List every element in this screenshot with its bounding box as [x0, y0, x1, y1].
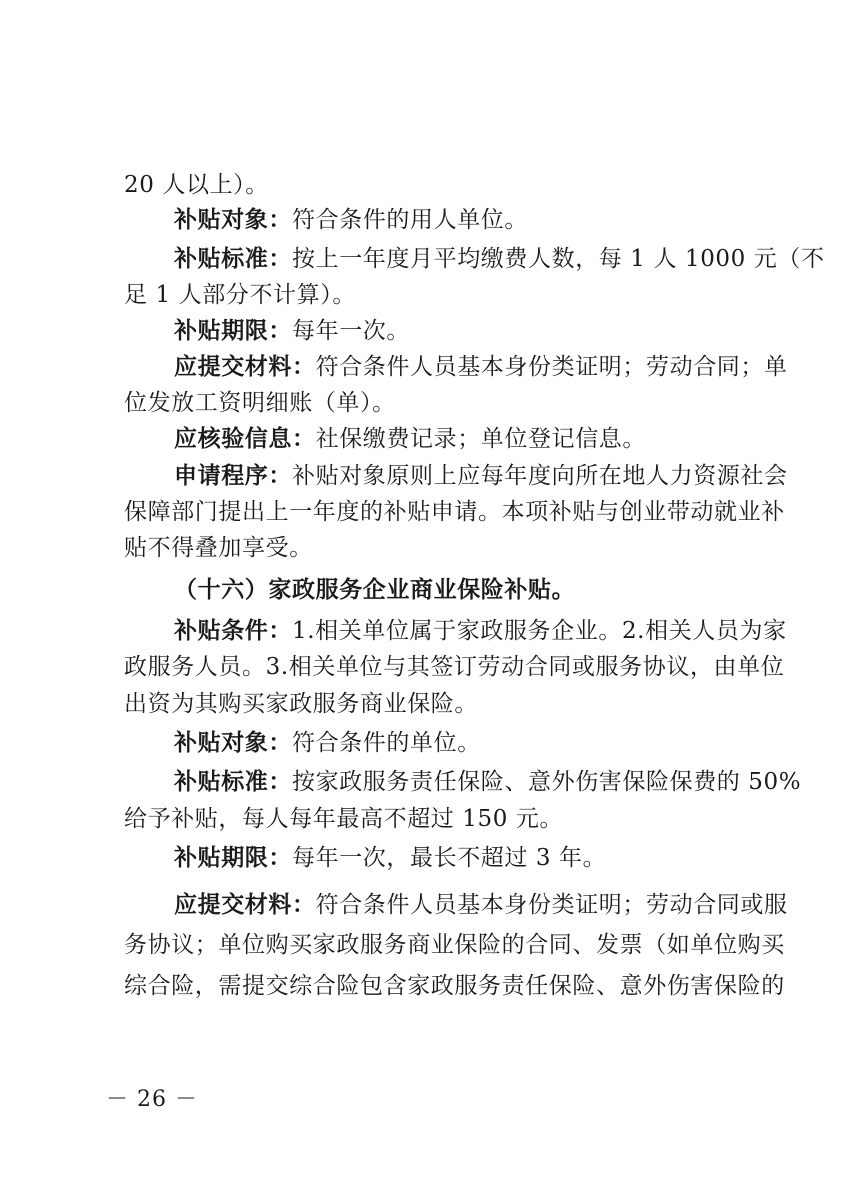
line-text: 符合条件人员基本身份类证明；劳动合同或服 — [315, 892, 788, 918]
line-text: 按上一年度月平均缴费人数，每 1 人 1000 元（不 — [292, 246, 825, 272]
line-text: 保障部门提出上一年度的补贴申请。本项补贴与创业带动就业补 — [124, 499, 785, 525]
line-text: 给予补贴，每人每年最高不超过 150 元。 — [124, 806, 564, 832]
line-label: 应提交材料： — [174, 891, 316, 918]
line-label: 补贴期限： — [174, 844, 292, 871]
line-text: 出资为其购买家政服务商业保险。 — [124, 691, 478, 717]
line-text: 务协议；单位购买家政服务商业保险的合同、发票（如单位购买 — [124, 932, 785, 958]
line-label: 申请程序： — [174, 462, 292, 489]
text-line — [0, 843, 850, 873]
text-line — [0, 652, 850, 682]
line-label: 应核验信息： — [174, 425, 316, 452]
text-line — [0, 280, 850, 310]
line-text: 符合条件人员基本身份类证明；劳动合同；单 — [315, 354, 788, 380]
line-label: 补贴对象： — [174, 206, 292, 233]
line-label: 补贴期限： — [174, 317, 292, 344]
text-line — [0, 388, 850, 418]
line-text: 每年一次，最长不超过 3 年。 — [292, 845, 607, 871]
line-text: 按家政服务责任保险、意外伤害保险保费的 50% — [292, 769, 802, 795]
line-text: 1.相关单位属于家政服务企业。2.相关人员为家 — [292, 618, 787, 644]
line-label: 补贴标准： — [174, 245, 292, 272]
section-heading — [0, 575, 850, 605]
line-text: 符合条件的单位。 — [292, 730, 481, 756]
section-heading-text: （十六）家政服务企业商业保险补贴。 — [174, 576, 576, 603]
text-line — [0, 497, 850, 527]
text-line — [0, 890, 850, 920]
text-line — [0, 352, 850, 382]
text-line — [0, 804, 850, 834]
line-text: 贴不得叠加享受。 — [124, 535, 313, 561]
line-label: 应提交材料： — [174, 353, 316, 380]
text-line — [0, 728, 850, 758]
text-line — [0, 205, 850, 235]
text-line — [0, 244, 850, 274]
text-line — [0, 930, 850, 960]
line-text: 位发放工资明细账（单）。 — [124, 390, 396, 416]
text-line — [0, 461, 850, 491]
line-text: 20 人以上）。 — [124, 172, 269, 198]
text-line — [0, 316, 850, 346]
text-line — [0, 767, 850, 797]
text-line — [0, 616, 850, 646]
line-label: 补贴对象： — [174, 729, 292, 756]
line-text: 综合险，需提交综合险包含家政服务责任保险、意外伤害保险的 — [124, 973, 785, 999]
text-line — [0, 170, 850, 200]
line-label: 补贴条件： — [174, 617, 292, 644]
line-text: 社保缴费记录；单位登记信息。 — [315, 426, 647, 452]
line-text: 每年一次。 — [292, 318, 410, 344]
page-number: － 26 － — [106, 1087, 198, 1112]
text-line — [0, 533, 850, 563]
line-text: 符合条件的用人单位。 — [292, 207, 528, 233]
text-line — [0, 424, 850, 454]
line-label: 补贴标准： — [174, 768, 292, 795]
text-line — [0, 689, 850, 719]
text-line — [0, 971, 850, 1001]
line-text: 补贴对象原则上应每年度向所在地人力资源社会 — [292, 463, 788, 489]
line-text: 足 1 人部分不计算）。 — [124, 282, 356, 308]
line-text: 政服务人员。3.相关单位与其签订劳动合同或服务协议，由单位 — [124, 654, 785, 680]
